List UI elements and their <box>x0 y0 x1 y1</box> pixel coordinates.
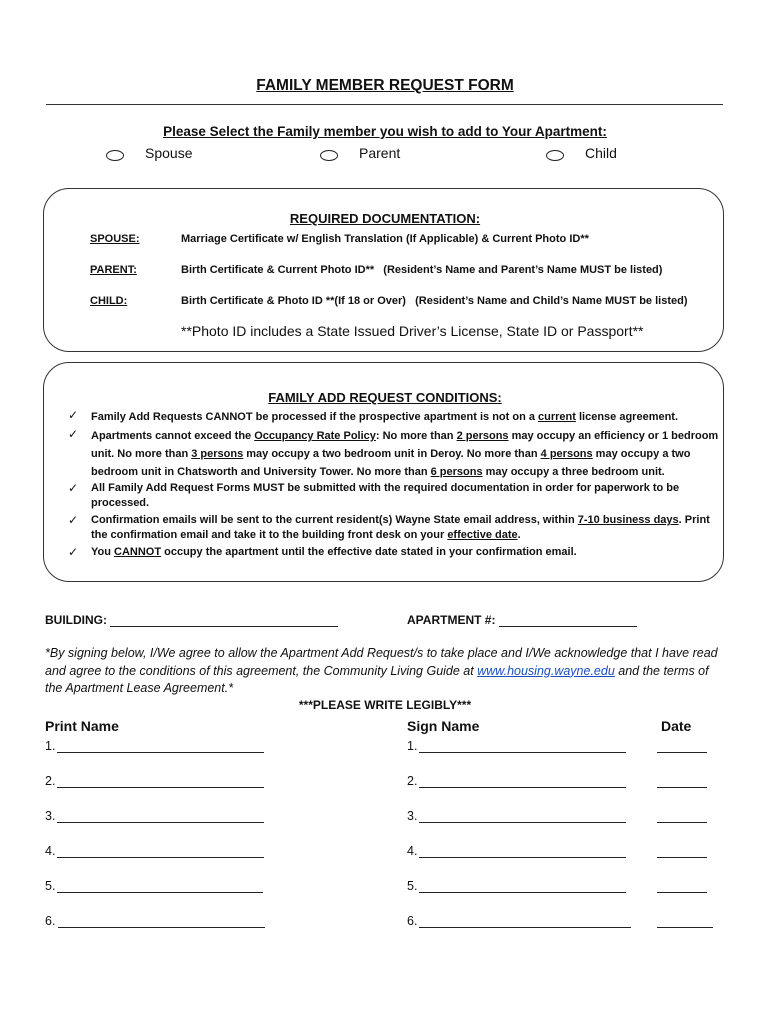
condition-4: Confirmation emails will be sent to the current resident(s) Wayne State email address, within 7-10 business days. Print the confirmation email and take it to the building front desk on your effective date. <box>91 514 710 541</box>
condition-3: All Family Add Request Forms MUST be submitted with the required documentation in order for paperwork to be processed. <box>91 482 680 509</box>
parent-doc-text: Birth Certificate & Current Photo ID** (Resident’s Name and Parent’s Name MUST be listed) <box>181 264 663 276</box>
sign-name-line[interactable] <box>419 787 626 788</box>
print-name-line[interactable] <box>57 857 264 858</box>
agreement-text: *By signing below, I/We agree to allow the Apartment Add Request/s to take place and I/We acknowledge that I have read and agree to the conditions of this agreement, the Community Living Guide at www.housing.wayne.edu and the terms of the Apartment Lease Agreement.* <box>45 646 718 695</box>
print-name-line[interactable] <box>57 892 263 893</box>
building-input-line[interactable] <box>110 626 338 627</box>
parent-radio[interactable] <box>320 150 338 161</box>
housing-link[interactable]: www.housing.wayne.edu <box>477 663 615 678</box>
date-line[interactable] <box>657 927 713 928</box>
sign-name-line[interactable] <box>419 857 626 858</box>
date-line[interactable] <box>657 892 707 893</box>
apartment-field[interactable] <box>407 613 637 627</box>
option-parent[interactable] <box>320 145 400 161</box>
form-title: FAMILY MEMBER REQUEST FORM <box>256 77 514 94</box>
date-line[interactable] <box>657 752 707 753</box>
write-legibly-note: ***PLEASE WRITE LEGIBLY*** <box>298 698 472 712</box>
spouse-radio[interactable] <box>106 150 124 161</box>
date-line[interactable] <box>657 787 707 788</box>
print-name-line[interactable] <box>57 787 264 788</box>
print-name-number: 2. <box>45 774 56 788</box>
condition-5: You CANNOT occupy the apartment until the effective date stated in your confirmation email. <box>91 546 577 558</box>
photo-id-note: **Photo ID includes a State Issued Driver’s License, State ID or Passport** <box>181 323 644 339</box>
building-field[interactable] <box>45 613 338 627</box>
condition-2: Apartments cannot exceed the Occupancy Rate Policy: No more than 2 persons may occupy an efficiency or 1 bedroom unit. No more than 3 persons may occupy a two bedroom unit in Deroy. No more than 4 persons may occupy a two bedroom unit in Chatsworth and University Tower. No more than 6 persons may occupy a three bedroom unit. <box>91 430 719 478</box>
sign-name-number: 3. <box>407 809 418 823</box>
print-name-number: 6. <box>45 914 56 928</box>
title-divider <box>46 104 723 105</box>
check-icon: ✓ <box>68 427 79 441</box>
print-name-header: Print Name <box>45 718 119 734</box>
option-child[interactable] <box>546 145 617 161</box>
option-child-label: Child <box>585 145 617 161</box>
print-name-line[interactable] <box>57 822 264 823</box>
check-icon: ✓ <box>68 545 79 559</box>
print-name-line[interactable] <box>57 752 264 753</box>
spouse-doc-label: SPOUSE: <box>90 233 140 245</box>
option-parent-label: Parent <box>359 145 401 161</box>
sign-name-line[interactable] <box>419 927 631 928</box>
conditions-heading: FAMILY ADD REQUEST CONDITIONS: <box>268 390 502 405</box>
sign-name-number: 1. <box>407 739 418 753</box>
date-line[interactable] <box>657 822 707 823</box>
print-name-number: 1. <box>45 739 56 753</box>
print-name-number: 3. <box>45 809 56 823</box>
apartment-input-line[interactable] <box>499 626 637 627</box>
sign-name-line[interactable] <box>419 822 626 823</box>
date-header: Date <box>661 718 692 734</box>
print-name-number: 5. <box>45 879 56 893</box>
sign-name-line[interactable] <box>419 752 626 753</box>
child-doc-label: CHILD: <box>90 295 128 307</box>
check-icon: ✓ <box>68 408 79 422</box>
sign-name-header: Sign Name <box>407 718 480 734</box>
sign-name-line[interactable] <box>419 892 626 893</box>
building-label: BUILDING: <box>45 613 107 627</box>
check-icon: ✓ <box>68 513 79 527</box>
required-documentation-heading: REQUIRED DOCUMENTATION: <box>289 211 481 226</box>
option-spouse[interactable] <box>106 145 192 161</box>
sign-name-number: 4. <box>407 844 418 858</box>
check-icon: ✓ <box>68 481 79 495</box>
option-spouse-label: Spouse <box>145 145 193 161</box>
child-radio[interactable] <box>546 150 564 161</box>
apartment-label: APARTMENT #: <box>407 613 496 627</box>
condition-1: Family Add Requests CANNOT be processed if the prospective apartment is not on a current license agreement. <box>91 411 679 423</box>
sign-name-number: 5. <box>407 879 418 893</box>
child-doc-text: Birth Certificate & Photo ID **(If 18 or Over) (Resident’s Name and Child’s Name MUST be listed) <box>181 295 688 307</box>
spouse-doc-text: Marriage Certificate w/ English Translation (If Applicable) & Current Photo ID** <box>181 233 589 245</box>
select-family-prompt: Please Select the Family member you wish to add to Your Apartment: <box>163 124 607 139</box>
sign-name-number: 6. <box>407 914 418 928</box>
print-name-number: 4. <box>45 844 56 858</box>
date-line[interactable] <box>657 857 707 858</box>
sign-name-number: 2. <box>407 774 418 788</box>
parent-doc-label: PARENT: <box>90 264 137 276</box>
print-name-line[interactable] <box>58 927 265 928</box>
